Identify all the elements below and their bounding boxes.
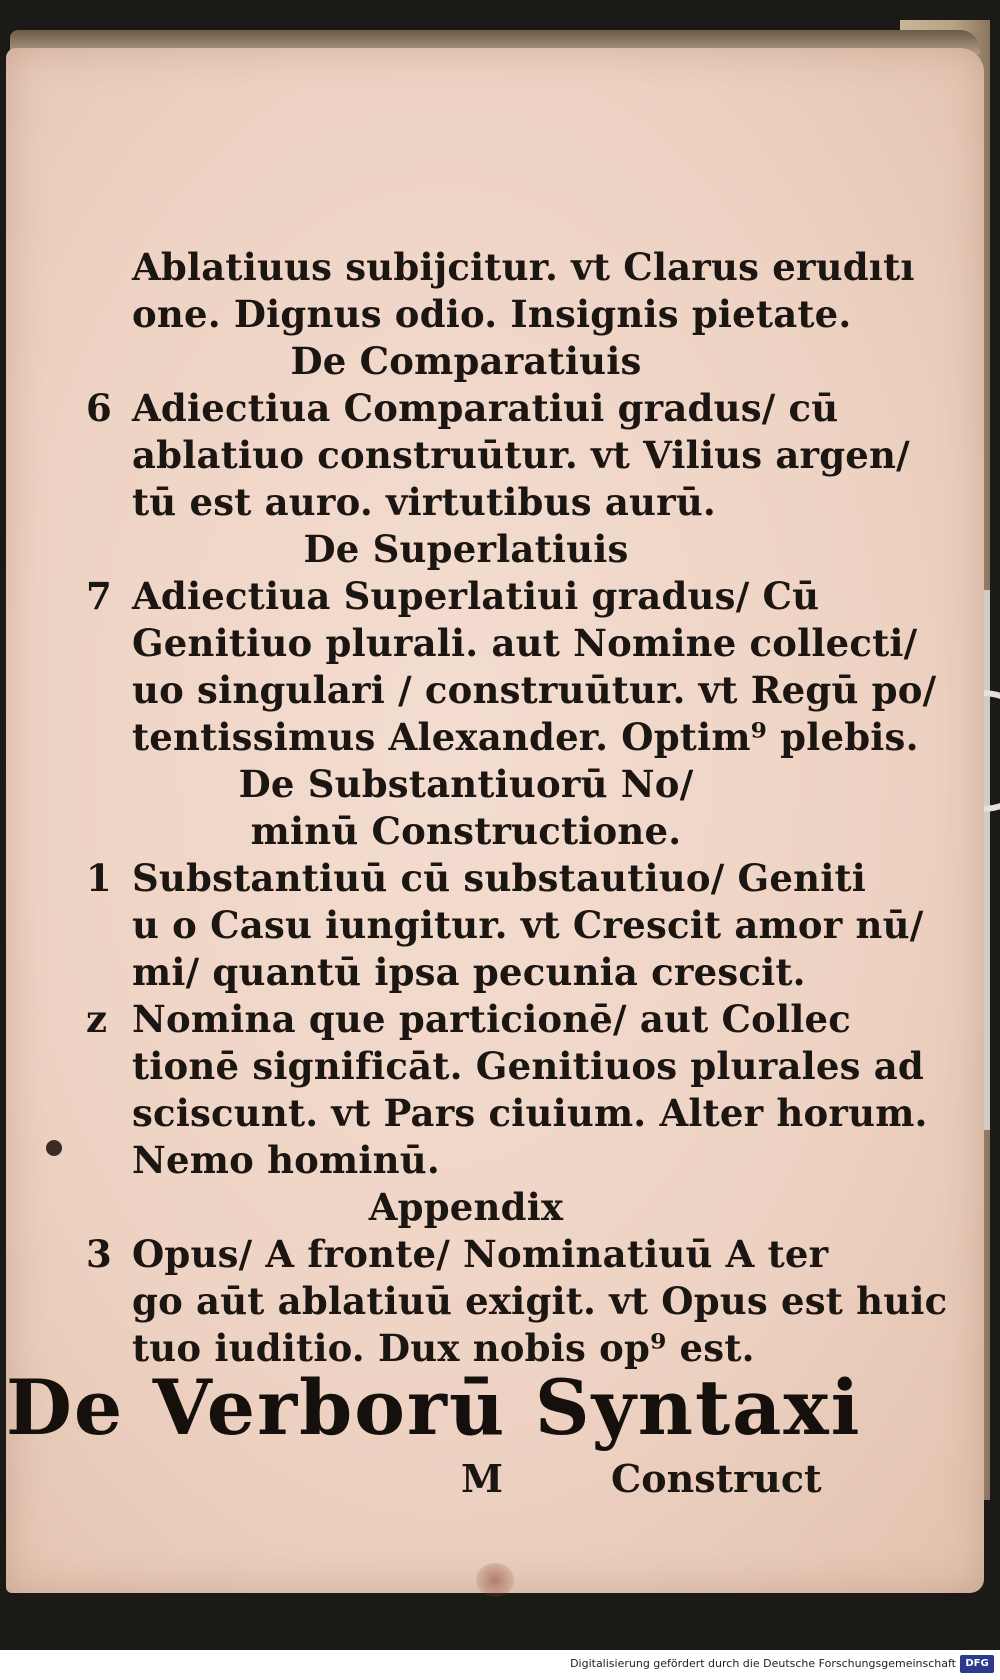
line-text: sciscunt. vt Pars ciuium. Alter horum. (132, 1091, 928, 1135)
rule-number: 7 (86, 574, 112, 618)
line-text: Substantiuū cū substautiuo/ Geniti (132, 856, 866, 900)
text-line (86, 479, 846, 526)
section-title: De Verborū Syntaxi (6, 1363, 862, 1452)
text-line (86, 1043, 924, 1090)
line-text: uo singulari / construūtur. vt Regū po/ (132, 668, 937, 712)
line-text: one. Dignus odio. Insignis pietate. (132, 292, 852, 336)
text-line (86, 1184, 846, 1231)
line-text: tentissimus Alexander. Optim⁹ plebis. (132, 715, 919, 759)
line-text: Nemo hominū. (132, 1138, 440, 1182)
line-text: Opus/ A fronte/ Nominatiuū A ter (132, 1232, 829, 1276)
rule-number: z (86, 997, 108, 1041)
line-text: go aūt ablatiuū exigit. vt Opus est huic (132, 1279, 948, 1323)
stain-mark (476, 1563, 514, 1597)
text-line (86, 902, 924, 949)
line-text: De Superlatiuis (303, 527, 629, 571)
line-text: Adiectiua Superlatiui gradus/ Cū (132, 574, 820, 618)
footer-credit: Digitalisierung gefördert durch die Deutsche Forschungsgemeinschaft (570, 1657, 956, 1670)
text-line (86, 526, 846, 573)
text-line (86, 338, 846, 385)
ink-dot (46, 1140, 62, 1156)
line-text: Nomina que particionē/ aut Collec (132, 997, 851, 1041)
line-text: tū est auro. virtutibus aurū. (132, 480, 716, 524)
line-text: tionē significāt. Genitiuos plurales ad (132, 1044, 924, 1088)
line-text: ablatiuo construūtur. vt Vilius argen/ (132, 433, 910, 477)
text-line (86, 714, 919, 761)
page-footer-marks (461, 1456, 821, 1516)
line-text: tuo iuditio. Dux nobis op⁹ est. (132, 1326, 755, 1370)
body-text (86, 244, 948, 1372)
text-line (86, 949, 846, 996)
book-page (6, 48, 984, 1593)
line-text: mi/ quantū ipsa pecunia crescit. (132, 950, 806, 994)
text-line (86, 244, 915, 291)
line-text: minū Constructione. (250, 809, 682, 853)
text-line (86, 1090, 928, 1137)
line-text: De Comparatiuis (290, 339, 642, 383)
text-line (86, 1278, 948, 1325)
rule-number: 3 (86, 1232, 112, 1276)
line-text: u o Casu iungitur. vt Crescit amor nū/ (132, 903, 924, 947)
text-line (86, 667, 937, 714)
rule-number: 6 (86, 386, 112, 430)
line-text: De Substantiuorū No/ (238, 762, 694, 806)
text-line (86, 385, 846, 432)
text-line (86, 808, 846, 855)
catchword: Construct (611, 1456, 822, 1501)
text-line (86, 1137, 846, 1184)
line-text: Adiectiua Comparatiui gradus/ cū (132, 386, 839, 430)
footer-bar (0, 1650, 1000, 1680)
text-line (86, 761, 846, 808)
line-text: Ablatiuus subijcitur. vt Clarus erudıtı (132, 245, 915, 289)
text-line (86, 573, 846, 620)
text-line (86, 855, 866, 902)
text-line (86, 620, 918, 667)
line-text: Appendix (368, 1185, 564, 1229)
line-text: Genitiuo plurali. aut Nomine collecti/ (132, 621, 918, 665)
dfg-logo: DFG (960, 1655, 994, 1673)
text-line (86, 432, 910, 479)
rule-number: 1 (86, 856, 112, 900)
text-line (86, 1231, 846, 1278)
signature-mark: M (461, 1456, 504, 1501)
text-line (86, 291, 852, 338)
text-line (86, 996, 851, 1043)
